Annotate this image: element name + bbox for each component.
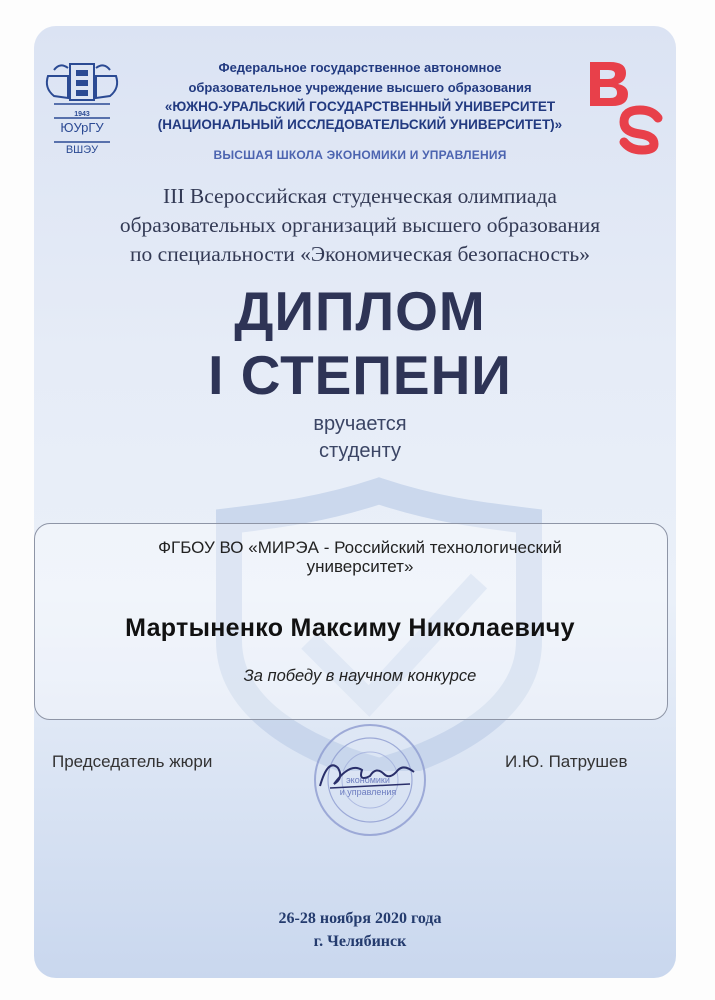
awarded-text-2: студенту [319,440,401,462]
recipient-org-line-2: университет» [306,557,414,576]
stamp-text-1: экономики [346,775,390,785]
signature-icon [310,748,420,798]
header-line-1: Федеральное государственное автономное [218,60,502,75]
logo-school-abbr: ВШЭУ [65,144,99,156]
vs-logo-icon [584,58,668,158]
diploma-degree: I СТЕПЕНИ [208,344,512,406]
header-line-3: «ЮЖНО-УРАЛЬСКИЙ ГОСУДАРСТВЕННЫЙ УНИВЕРСИТЕТ [164,99,556,114]
recipient-org-line-1: ФГБОУ ВО «МИРЭА - Российский технологический [158,538,562,557]
jury-chair-name: И.Ю. Патрушев [505,752,628,771]
awarded-text-1: вручается [313,413,407,435]
diploma-title: ДИПЛОМ [234,280,486,342]
award-reason: За победу в научном конкурсе [243,667,477,685]
logo-year: 1943 [74,111,90,118]
event-date: 26-28 ноября 2020 года [278,910,442,927]
jury-chair-label: Председатель жюри [52,752,213,771]
header-line-4: (НАЦИОНАЛЬНЫЙ ИССЛЕДОВАТЕЛЬСКИЙ УНИВЕРСИТЕТ)» [157,117,563,132]
olympiad-line-3: по специальности «Экономическая безопасность» [130,242,590,266]
logo-university-abbr: ЮУрГУ [60,120,104,135]
header-line-2: образовательное учреждение высшего образования [188,80,532,95]
olympiad-line-2: образовательных организаций высшего образования [119,213,601,237]
recipient-name: Мартыненко Максиму Николаевичу [125,614,575,642]
stamp-text-2: и управления [339,787,397,797]
olympiad-line-1: III Всероссийская студенческая олимпиада [163,184,557,208]
event-city: г. Челябинск [313,933,407,950]
header-school: ВЫСШАЯ ШКОЛА ЭКОНОМИКИ И УПРАВЛЕНИЯ [213,148,507,162]
